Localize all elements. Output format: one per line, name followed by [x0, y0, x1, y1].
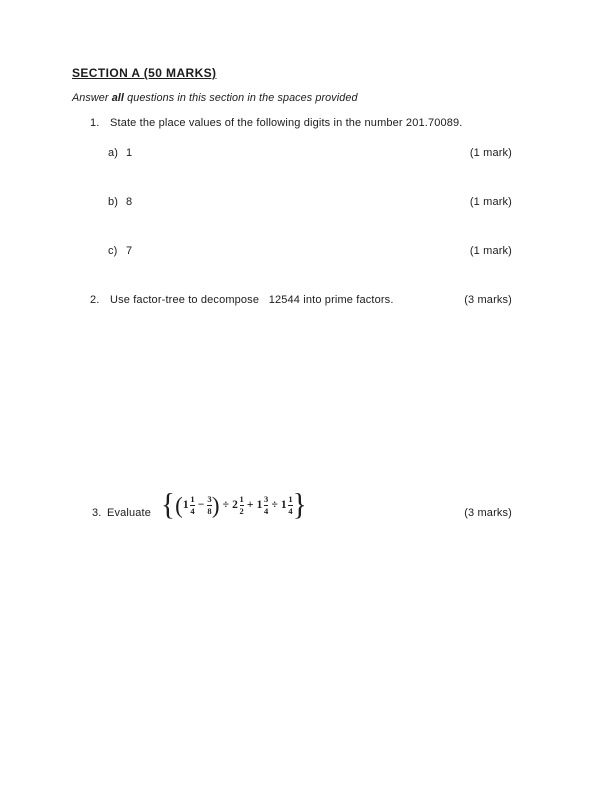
fraction-1-denominator: 4: [190, 505, 195, 516]
mixed-number-2: [232, 495, 244, 515]
question-2-text: Use factor-tree to decompose 12544 into prime factors.: [110, 294, 394, 306]
left-brace: {: [161, 487, 176, 522]
question-2: [90, 294, 394, 306]
question-3-text: [92, 507, 161, 519]
part-b-digit: 8: [126, 196, 133, 208]
question-2-number: 2.: [90, 294, 100, 306]
left-paren: (: [175, 492, 183, 518]
question-1-part-b: [108, 196, 132, 208]
fraction-4-denominator: 4: [264, 505, 269, 516]
question-1-text: State the place values of the following digits in the number 201.70089.: [110, 117, 463, 129]
fraction-2-denominator: 8: [207, 505, 212, 516]
question-2-marks: (3 marks): [464, 294, 512, 306]
part-c-marks: (1 mark): [469, 245, 512, 257]
question-1-part-a: [108, 147, 132, 159]
fraction-4-numerator: 3: [264, 494, 269, 504]
part-a-digit: 1: [126, 147, 133, 159]
fraction-2-numerator: 3: [207, 494, 212, 504]
mixed-number-3: [257, 495, 269, 515]
mixed-number-1: [183, 495, 195, 515]
question-3-label: Evaluate: [107, 507, 152, 519]
part-b-label: b): [108, 196, 119, 208]
mixed-number-4: [281, 495, 293, 515]
section-instruction: [72, 92, 358, 104]
whole-1: 1: [182, 499, 189, 511]
question-3: [92, 487, 307, 523]
question-1-part-c: [108, 245, 132, 257]
question-3-marks: (3 marks): [464, 507, 512, 519]
minus-operator: −: [197, 499, 205, 511]
fraction-3: [240, 495, 244, 515]
fraction-3-denominator: 2: [239, 505, 244, 516]
whole-4: 1: [280, 499, 287, 511]
instruction-post: questions in this section in the spaces provided: [124, 92, 358, 104]
math-expression: [161, 487, 307, 522]
right-paren: ): [211, 492, 220, 518]
question-1: [90, 117, 463, 129]
plus-operator: +: [246, 499, 254, 511]
part-c-label: c): [108, 245, 118, 257]
fraction-1-numerator: 1: [190, 494, 195, 504]
part-a-marks: (1 mark): [469, 147, 512, 159]
whole-2: 2: [232, 499, 239, 511]
part-c-digit: 7: [126, 245, 133, 257]
right-brace: }: [292, 487, 307, 522]
question-1-number: 1.: [90, 117, 100, 129]
part-b-marks: (1 mark): [469, 196, 512, 208]
fraction-3-numerator: 1: [239, 494, 244, 504]
whole-3: 1: [256, 499, 263, 511]
question-3-number: 3.: [92, 507, 102, 519]
part-a-label: a): [108, 147, 119, 159]
fraction-4: [264, 495, 268, 515]
section-title: SECTION A (50 MARKS): [72, 66, 217, 80]
instruction-bold-word: all: [111, 92, 125, 104]
fraction-5-denominator: 4: [288, 505, 293, 516]
divide-operator-2: ÷: [271, 499, 278, 511]
instruction-pre: Answer: [72, 92, 112, 104]
fraction-1: [190, 495, 194, 515]
fraction-5-numerator: 1: [288, 494, 293, 504]
divide-operator-1: ÷: [222, 499, 230, 511]
